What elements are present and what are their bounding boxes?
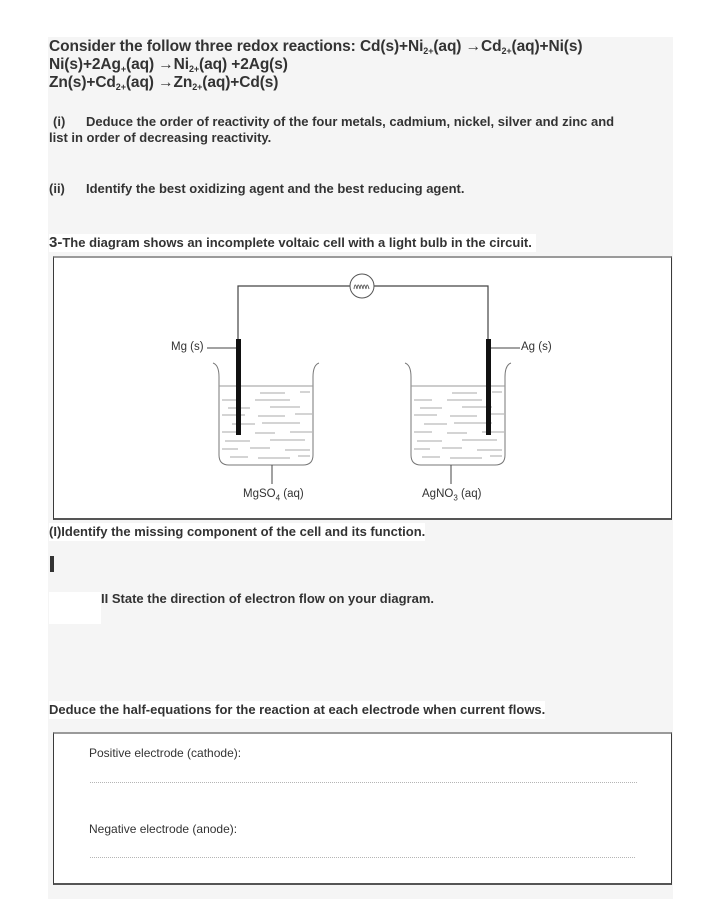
section-number: 3- xyxy=(49,234,63,251)
charge: 2+ xyxy=(423,46,434,56)
reaction-1-part: (aq)+Ni(s) xyxy=(511,38,583,55)
question-number: (ii) xyxy=(49,181,65,196)
negative-electrode-answer-line[interactable] xyxy=(90,857,635,858)
part-I-question: (I)Identify the missing component of the cell and its function. xyxy=(49,524,426,539)
charge: 2+ xyxy=(188,64,200,74)
reaction-2-part: (aq) →Ni xyxy=(126,56,189,73)
reaction-2-part: Ni(s)+2Ag xyxy=(49,56,121,73)
silver-electrode xyxy=(486,339,491,435)
right-electrode-label: Ag (s) xyxy=(521,341,552,353)
right-solution-label xyxy=(422,488,481,502)
part-II-question: II State the direction of electron flow on your diagram. xyxy=(101,591,434,606)
reaction-1-part: Cd(s)+Ni xyxy=(359,38,424,55)
question-text: Identify the best oxidizing agent and the best reducing agent. xyxy=(86,181,465,196)
reaction-2-part: (aq) +2Ag(s) xyxy=(199,56,288,73)
positive-electrode-answer-line[interactable] xyxy=(90,782,637,783)
question-number: (i) xyxy=(53,114,66,129)
charge: 2+ xyxy=(115,82,126,92)
section-heading-text: The diagram shows an incomplete voltaic cell with a light bulb in the circuit. xyxy=(62,235,532,250)
formula: MgSO xyxy=(243,488,276,500)
left-solution-label xyxy=(243,488,304,502)
left-electrode-label: Mg (s) xyxy=(171,341,204,353)
half-equation-prompt: Deduce the half-equations for the reaction at each electrode when current flows. xyxy=(49,702,546,717)
right-beaker xyxy=(405,363,511,484)
intro-lead: Consider the follow three redox reactions: xyxy=(49,38,360,55)
subscript: 4 xyxy=(275,493,281,503)
question-text: Deduce the order of reactivity of the four metals, cadmium, nickel, silver and zinc and xyxy=(86,114,615,129)
reaction-1-part: (aq) →Cd xyxy=(433,38,502,55)
reaction-3-part: Zn(s)+Cd xyxy=(49,74,116,91)
formula: AgNO xyxy=(422,488,454,500)
reaction-3-part: (aq) →Zn xyxy=(125,74,193,91)
subscript: 3 xyxy=(453,493,458,503)
charge: 2+ xyxy=(501,46,512,56)
blank-area xyxy=(49,592,101,624)
light-bulb-icon xyxy=(350,274,374,298)
text-cursor-mark xyxy=(50,556,54,572)
question-i-continued: list in order of decreasing reactivity. xyxy=(49,130,272,145)
charge: + xyxy=(120,64,127,74)
negative-electrode-label: Negative electrode (anode): xyxy=(89,822,238,836)
positive-electrode-label: Positive electrode (cathode): xyxy=(89,746,242,760)
state: (aq) xyxy=(457,488,482,500)
magnesium-electrode xyxy=(236,339,241,435)
left-beaker xyxy=(213,363,319,484)
charge: 2+ xyxy=(192,82,203,92)
reaction-3-part: (aq)+Cd(s) xyxy=(202,74,279,91)
state: (aq) xyxy=(280,488,304,500)
